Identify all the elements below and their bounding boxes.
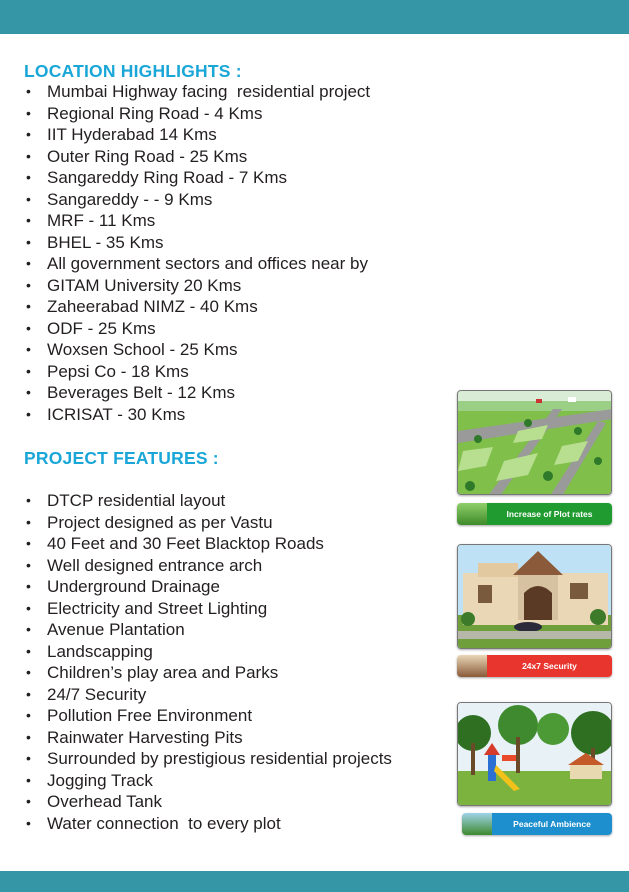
list-item: • Overhead Tank [24,791,392,813]
park-image [457,702,612,806]
list-item: • Sangareddy - - 9 Kms [24,189,370,211]
list-item: • Outer Ring Road - 25 Kms [24,146,370,168]
list-item: • Zaheerabad NIMZ - 40 Kms [24,296,370,318]
list-item: • Project designed as per Vastu [24,512,392,534]
list-item: • Mumbai Highway facing residential project [24,81,370,103]
list-item: • Beverages Belt - 12 Kms [24,382,370,404]
layout-aerial-image [457,390,612,495]
gate-thumbnail-icon [457,655,487,677]
bottom-banner [0,871,629,892]
villa-image [457,544,612,649]
list-item: • Avenue Plantation [24,619,392,641]
list-item: • ICRISAT - 30 Kms [24,404,370,426]
list-item: • DTCP residential layout [24,490,392,512]
top-banner [0,0,629,34]
list-item: • Sangareddy Ring Road - 7 Kms [24,167,370,189]
list-item: • All government sectors and offices near by [24,253,370,275]
ambience-caption: Peaceful Ambience [462,813,612,835]
list-item: • ODF - 25 Kms [24,318,370,340]
list-item: • IIT Hyderabad 14 Kms [24,124,370,146]
list-item: • Surrounded by prestigious residential projects [24,748,392,770]
security-caption: 24x7 Security [457,655,612,677]
list-item: • Jogging Track [24,770,392,792]
trend-thumbnail-icon [457,503,487,525]
list-item: • Electricity and Street Lighting [24,598,392,620]
list-item: • GITAM University 20 Kms [24,275,370,297]
project-features-list [24,490,392,834]
list-item: • Pepsi Co - 18 Kms [24,361,370,383]
list-item: • MRF - 11 Kms [24,210,370,232]
list-item: • Well designed entrance arch [24,555,392,577]
family-thumbnail-icon [462,813,492,835]
list-item: • Woxsen School - 25 Kms [24,339,370,361]
list-item: • Pollution Free Environment [24,705,392,727]
list-item: • Regional Ring Road - 4 Kms [24,103,370,125]
project-features-heading: PROJECT FEATURES : [24,448,219,468]
list-item: • Children’s play area and Parks [24,662,392,684]
list-item: • 40 Feet and 30 Feet Blacktop Roads [24,533,392,555]
list-item: • Underground Drainage [24,576,392,598]
location-highlights-list [24,81,370,425]
list-item: • BHEL - 35 Kms [24,232,370,254]
list-item: • Rainwater Harvesting Pits [24,727,392,749]
plot-rates-caption: Increase of Plot rates [457,503,612,525]
list-item: • Landscapping [24,641,392,663]
location-highlights-heading: LOCATION HIGHLIGHTS : [24,61,242,81]
list-item: • Water connection to every plot [24,813,392,835]
list-item: • 24/7 Security [24,684,392,706]
